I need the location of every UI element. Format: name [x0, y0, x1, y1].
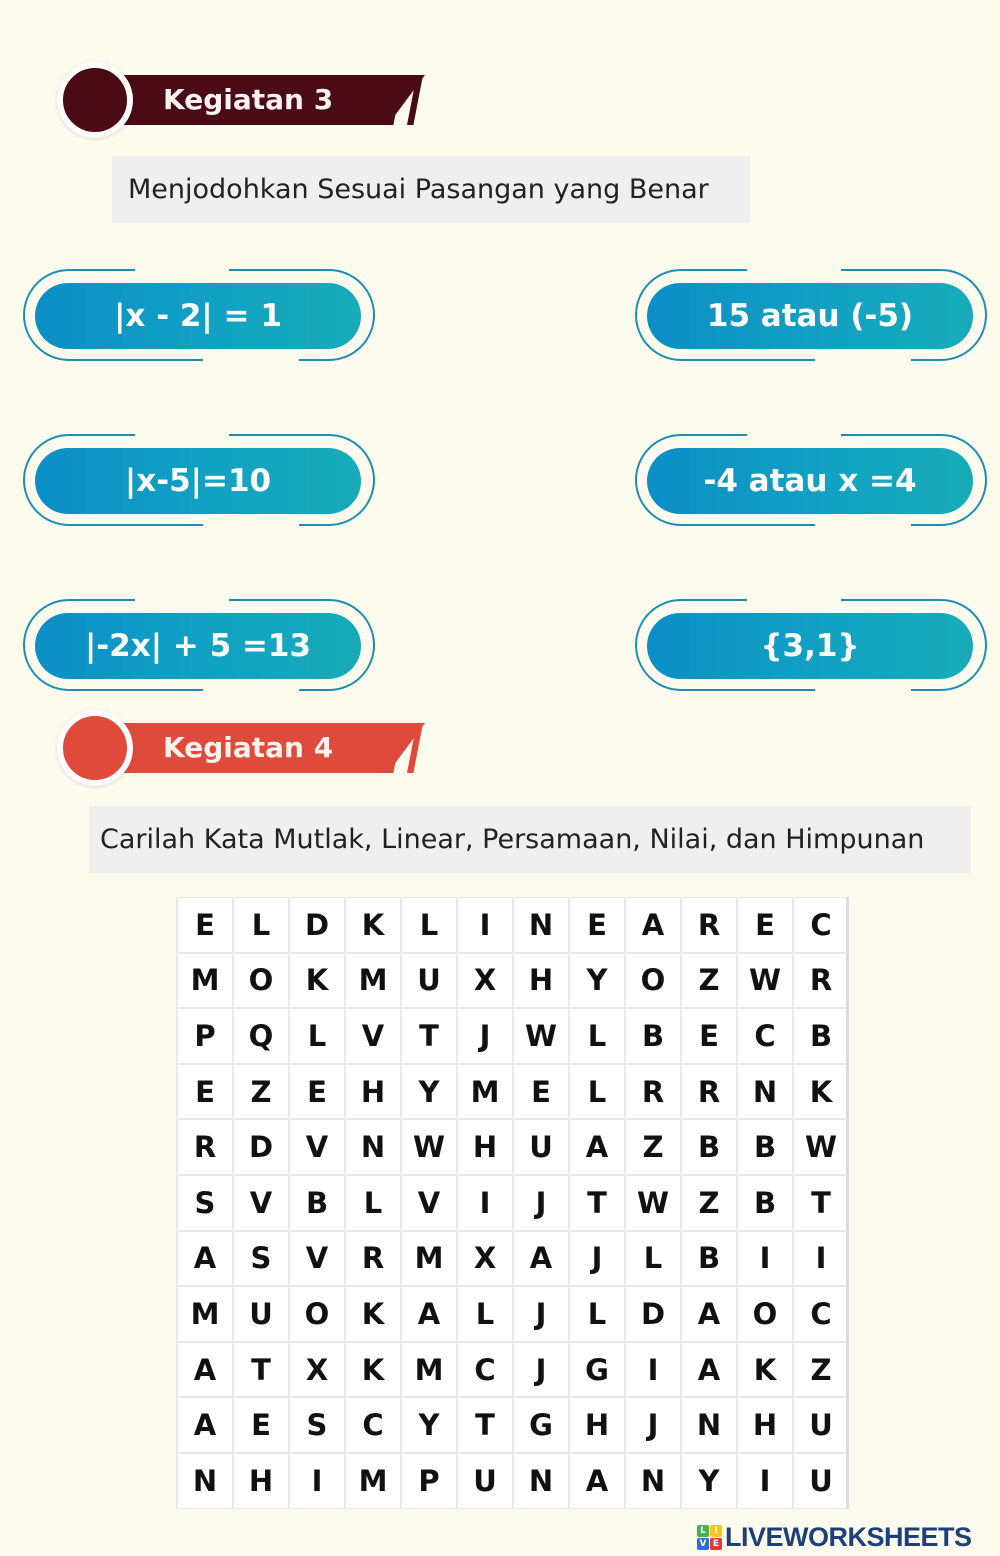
grid-cell[interactable]: M: [346, 1454, 400, 1508]
grid-cell[interactable]: L: [570, 1065, 624, 1119]
match-right-1-label[interactable]: 15 atau (-5): [647, 283, 973, 349]
grid-cell[interactable]: R: [794, 954, 848, 1008]
grid-cell[interactable]: A: [178, 1232, 232, 1286]
outline-gap: [135, 597, 229, 603]
grid-cell[interactable]: A: [682, 1343, 736, 1397]
grid-cell[interactable]: Y: [402, 1398, 456, 1452]
outline-gap: [815, 522, 911, 528]
grid-cell[interactable]: Z: [794, 1343, 848, 1397]
grid-cell[interactable]: W: [794, 1120, 848, 1174]
liveworksheets-logo: [697, 1522, 972, 1552]
grid-cell[interactable]: I: [738, 1232, 792, 1286]
grid-cell[interactable]: B: [794, 1009, 848, 1063]
grid-cell[interactable]: E: [290, 1065, 344, 1119]
word-search-grid: [176, 897, 849, 1509]
grid-cell[interactable]: U: [794, 1398, 848, 1452]
grid-cell[interactable]: Y: [682, 1454, 736, 1508]
outline-gap: [203, 687, 299, 693]
outline-gap: [203, 357, 299, 363]
grid-cell[interactable]: M: [346, 954, 400, 1008]
outline-gap: [747, 267, 841, 273]
grid-cell[interactable]: K: [346, 1287, 400, 1341]
grid-cell[interactable]: H: [234, 1454, 288, 1508]
outline-gap: [815, 687, 911, 693]
liveworksheets-logo-icon: [697, 1525, 722, 1550]
grid-cell[interactable]: B: [682, 1232, 736, 1286]
grid-cell[interactable]: B: [290, 1176, 344, 1230]
grid-cell[interactable]: R: [682, 1065, 736, 1119]
grid-cell[interactable]: B: [738, 1120, 792, 1174]
kegiatan-3-instruction: Menjodohkan Sesuai Pasangan yang Benar: [112, 156, 750, 223]
grid-cell[interactable]: K: [290, 954, 344, 1008]
grid-cell[interactable]: Y: [570, 954, 624, 1008]
match-left-2[interactable]: [23, 434, 375, 526]
grid-cell[interactable]: J: [570, 1232, 624, 1286]
grid-cell[interactable]: W: [626, 1176, 680, 1230]
grid-cell[interactable]: K: [346, 1343, 400, 1397]
grid-cell[interactable]: L: [346, 1176, 400, 1230]
grid-cell[interactable]: W: [738, 954, 792, 1008]
grid-cell[interactable]: K: [738, 1343, 792, 1397]
grid-cell[interactable]: U: [402, 954, 456, 1008]
grid-cell[interactable]: E: [570, 898, 624, 952]
grid-cell[interactable]: H: [458, 1120, 512, 1174]
match-right-1[interactable]: [635, 269, 987, 361]
grid-cell[interactable]: N: [178, 1454, 232, 1508]
grid-cell[interactable]: A: [514, 1232, 568, 1286]
grid-cell[interactable]: X: [290, 1343, 344, 1397]
grid-cell[interactable]: C: [738, 1009, 792, 1063]
kegiatan-4-instruction: Carilah Kata Mutlak, Linear, Persamaan, Nilai, dan Himpunan: [89, 806, 971, 873]
match-left-1[interactable]: [23, 269, 375, 361]
grid-cell[interactable]: M: [178, 954, 232, 1008]
grid-cell[interactable]: I: [458, 1176, 512, 1230]
grid-cell[interactable]: P: [402, 1454, 456, 1508]
grid-cell[interactable]: R: [346, 1232, 400, 1286]
grid-cell[interactable]: K: [346, 898, 400, 952]
grid-cell[interactable]: R: [178, 1120, 232, 1174]
outline-gap: [135, 432, 229, 438]
logo-text: LIVEWORKSHEETS: [725, 1521, 972, 1552]
grid-cell[interactable]: H: [738, 1398, 792, 1452]
grid-cell[interactable]: U: [458, 1454, 512, 1508]
grid-cell[interactable]: A: [682, 1287, 736, 1341]
banner-circle-icon: [57, 62, 133, 138]
grid-cell[interactable]: P: [178, 1009, 232, 1063]
grid-cell[interactable]: T: [570, 1176, 624, 1230]
grid-cell[interactable]: U: [514, 1120, 568, 1174]
match-right-3-label[interactable]: {3,1}: [647, 613, 973, 679]
grid-cell[interactable]: A: [178, 1343, 232, 1397]
grid-cell[interactable]: C: [458, 1343, 512, 1397]
grid-cell[interactable]: M: [402, 1343, 456, 1397]
grid-cell[interactable]: T: [794, 1176, 848, 1230]
grid-cell[interactable]: M: [178, 1287, 232, 1341]
grid-cell[interactable]: L: [290, 1009, 344, 1063]
grid-cell[interactable]: O: [290, 1287, 344, 1341]
grid-cell[interactable]: X: [458, 1232, 512, 1286]
grid-cell[interactable]: H: [346, 1065, 400, 1119]
grid-cell[interactable]: L: [570, 1287, 624, 1341]
grid-cell[interactable]: I: [458, 898, 512, 952]
grid-cell[interactable]: H: [570, 1398, 624, 1452]
outline-gap: [747, 432, 841, 438]
grid-cell[interactable]: C: [794, 898, 848, 952]
logo-letter: V: [697, 1538, 709, 1550]
grid-cell[interactable]: T: [402, 1009, 456, 1063]
grid-cell[interactable]: M: [458, 1065, 512, 1119]
grid-cell[interactable]: T: [458, 1398, 512, 1452]
grid-cell[interactable]: U: [794, 1454, 848, 1508]
outline-gap: [747, 597, 841, 603]
grid-cell[interactable]: E: [178, 1065, 232, 1119]
grid-cell[interactable]: T: [234, 1343, 288, 1397]
grid-cell[interactable]: J: [514, 1176, 568, 1230]
grid-cell[interactable]: L: [234, 898, 288, 952]
grid-cell[interactable]: L: [570, 1009, 624, 1063]
grid-cell[interactable]: J: [626, 1398, 680, 1452]
kegiatan-4-banner: [55, 708, 455, 788]
grid-cell[interactable]: V: [234, 1176, 288, 1230]
grid-cell[interactable]: D: [234, 1120, 288, 1174]
match-right-2-label[interactable]: -4 atau x =4: [647, 448, 973, 514]
logo-letter: I: [710, 1525, 722, 1537]
grid-cell[interactable]: N: [514, 1454, 568, 1508]
grid-cell[interactable]: B: [682, 1120, 736, 1174]
grid-cell[interactable]: R: [682, 898, 736, 952]
grid-cell[interactable]: Y: [402, 1065, 456, 1119]
grid-cell[interactable]: S: [234, 1232, 288, 1286]
grid-cell[interactable]: G: [570, 1343, 624, 1397]
banner-circle-icon: [57, 710, 133, 786]
grid-cell[interactable]: S: [290, 1398, 344, 1452]
grid-cell[interactable]: E: [178, 898, 232, 952]
grid-cell[interactable]: K: [794, 1065, 848, 1119]
match-left-2-label[interactable]: |x-5|=10: [35, 448, 361, 514]
grid-cell[interactable]: V: [290, 1120, 344, 1174]
kegiatan-3-title: Kegiatan 3: [163, 83, 334, 116]
grid-cell[interactable]: G: [514, 1398, 568, 1452]
grid-cell[interactable]: N: [682, 1398, 736, 1452]
grid-cell[interactable]: S: [178, 1176, 232, 1230]
grid-cell[interactable]: I: [738, 1454, 792, 1508]
grid-cell[interactable]: J: [458, 1009, 512, 1063]
outline-gap: [203, 522, 299, 528]
grid-cell[interactable]: A: [570, 1120, 624, 1174]
grid-cell[interactable]: U: [234, 1287, 288, 1341]
grid-cell[interactable]: W: [402, 1120, 456, 1174]
logo-letter: E: [710, 1538, 722, 1550]
logo-letter: L: [697, 1525, 709, 1537]
grid-cell[interactable]: E: [234, 1398, 288, 1452]
grid-cell[interactable]: A: [178, 1398, 232, 1452]
grid-cell[interactable]: D: [626, 1287, 680, 1341]
grid-cell[interactable]: I: [290, 1454, 344, 1508]
grid-cell[interactable]: Z: [626, 1120, 680, 1174]
grid-cell[interactable]: B: [626, 1009, 680, 1063]
grid-cell[interactable]: A: [402, 1287, 456, 1341]
grid-cell[interactable]: L: [626, 1232, 680, 1286]
grid-cell[interactable]: N: [626, 1454, 680, 1508]
outline-gap: [815, 357, 911, 363]
grid-cell[interactable]: A: [570, 1454, 624, 1508]
grid-cell[interactable]: J: [514, 1287, 568, 1341]
grid-cell[interactable]: C: [794, 1287, 848, 1341]
grid-cell[interactable]: Z: [682, 1176, 736, 1230]
kegiatan-3-banner: [55, 60, 455, 140]
grid-cell[interactable]: Z: [234, 1065, 288, 1119]
grid-cell[interactable]: V: [402, 1176, 456, 1230]
match-right-2[interactable]: [635, 434, 987, 526]
grid-cell[interactable]: N: [346, 1120, 400, 1174]
grid-cell[interactable]: L: [402, 898, 456, 952]
outline-gap: [135, 267, 229, 273]
match-left-3[interactable]: [23, 599, 375, 691]
grid-cell[interactable]: O: [626, 954, 680, 1008]
grid-cell[interactable]: W: [514, 1009, 568, 1063]
grid-cell[interactable]: N: [738, 1065, 792, 1119]
grid-cell[interactable]: D: [290, 898, 344, 952]
match-left-1-label[interactable]: |x - 2| = 1: [35, 283, 361, 349]
grid-cell[interactable]: Z: [682, 954, 736, 1008]
grid-cell[interactable]: I: [626, 1343, 680, 1397]
kegiatan-4-title: Kegiatan 4: [163, 731, 334, 764]
grid-cell[interactable]: O: [738, 1287, 792, 1341]
grid-cell[interactable]: E: [738, 898, 792, 952]
grid-cell[interactable]: L: [458, 1287, 512, 1341]
grid-cell[interactable]: N: [514, 898, 568, 952]
grid-cell[interactable]: B: [738, 1176, 792, 1230]
grid-cell[interactable]: E: [514, 1065, 568, 1119]
grid-cell[interactable]: A: [626, 898, 680, 952]
grid-cell[interactable]: R: [626, 1065, 680, 1119]
grid-cell[interactable]: H: [514, 954, 568, 1008]
grid-cell[interactable]: Q: [234, 1009, 288, 1063]
match-left-3-label[interactable]: |-2x| + 5 =13: [35, 613, 361, 679]
grid-cell[interactable]: I: [794, 1232, 848, 1286]
grid-cell[interactable]: E: [682, 1009, 736, 1063]
grid-cell[interactable]: C: [346, 1398, 400, 1452]
grid-cell[interactable]: V: [290, 1232, 344, 1286]
match-right-3[interactable]: [635, 599, 987, 691]
grid-cell[interactable]: X: [458, 954, 512, 1008]
grid-cell[interactable]: M: [402, 1232, 456, 1286]
grid-cell[interactable]: J: [514, 1343, 568, 1397]
word-search-cells: [176, 897, 846, 1509]
grid-cell[interactable]: O: [234, 954, 288, 1008]
grid-cell[interactable]: V: [346, 1009, 400, 1063]
